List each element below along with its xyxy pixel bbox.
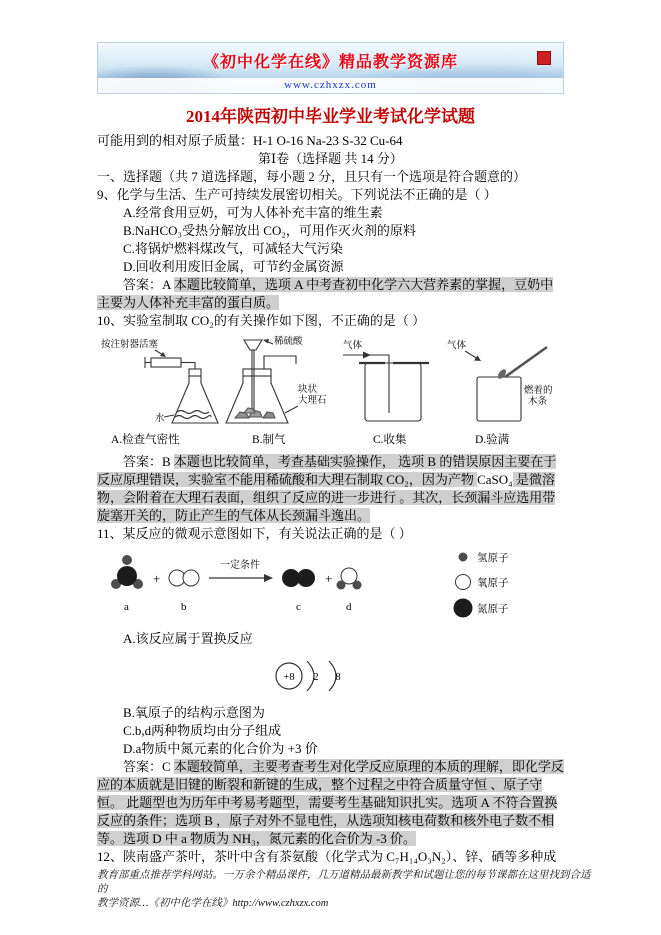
legend-hydrogen: 氢原子 bbox=[477, 553, 509, 564]
wood-splint bbox=[505, 347, 547, 377]
molecule-d bbox=[337, 568, 362, 590]
shell1-count: 2 bbox=[313, 672, 319, 683]
q10-apparatus-figure bbox=[97, 333, 564, 447]
gas-jar bbox=[477, 377, 521, 421]
marble-label: 块状 bbox=[298, 385, 318, 395]
q9-option-a: A.经常食用豆奶，可为人体补充丰富的维生素 bbox=[123, 205, 383, 220]
stopper bbox=[243, 369, 271, 376]
mol-label-b: b bbox=[181, 601, 187, 613]
nucleus-charge: +8 bbox=[283, 672, 295, 683]
water-label: 水 bbox=[155, 414, 165, 424]
atom-legend bbox=[454, 551, 509, 618]
mol-label-d: d bbox=[346, 601, 352, 613]
syringe-barrel bbox=[151, 358, 181, 367]
molecule-a bbox=[111, 555, 143, 589]
acid-label: 稀硫酸 bbox=[274, 337, 303, 347]
gas-jar bbox=[365, 363, 421, 421]
q10-caption-b: B.制气 bbox=[252, 434, 286, 446]
footer-line2: 教学资源…《初中化学在线》http://www.czhxzx.com bbox=[97, 898, 329, 909]
plus-sign: + bbox=[325, 571, 333, 586]
exam-title: 2014年陕西初中毕业学业考试化学试题 bbox=[186, 107, 475, 126]
molecule-b bbox=[169, 570, 199, 586]
arrow-icon bbox=[363, 352, 371, 359]
splint-label: 燃着的 bbox=[524, 386, 553, 396]
atomic-mass-line: 可能用到的相对原子质量：H-1 O-16 Na-23 S-32 Cu-64 bbox=[97, 133, 403, 148]
flame-icon bbox=[496, 368, 508, 380]
apparatus-leak-check bbox=[101, 338, 218, 424]
q9-stem: 9、化学与生活、生产可持续发展密切相关。下列说法不正确的是（ ） bbox=[97, 187, 497, 202]
q10-figure bbox=[97, 333, 564, 451]
gas-label: 气体 bbox=[447, 341, 467, 351]
arrow-icon bbox=[263, 339, 269, 344]
apparatus-generate-gas bbox=[226, 335, 327, 423]
footer-line1: 教育部重点推荐学科网站。一万余个精品课件，几万道精品最新教学和试题让您的每节课都在这里找到合适的 bbox=[97, 870, 591, 895]
molecule-c bbox=[282, 569, 315, 587]
part-heading: 一、选择题（共 7 道选择题，每小题 2 分，且只有一个选项是符合题意的） bbox=[97, 169, 527, 184]
q12-stem: 12、陕南盛产茶叶，茶叶中含有茶氨酸（化学式为 C₇H₁₄O₃N₂）、锌、硒等多种成 bbox=[97, 849, 557, 864]
q10-stem: 10、实验室制取 CO₂的有关操作如下图，不正确的是（ ） bbox=[97, 313, 426, 328]
apparatus-test-full bbox=[447, 339, 553, 421]
legend-nitrogen: 氮原子 bbox=[477, 604, 509, 615]
section-heading: 第Ⅰ卷（选择题 共 14 分） bbox=[258, 151, 403, 166]
reaction-arrow bbox=[209, 558, 273, 582]
q9-option-c: C.将锅炉燃料煤改气，可减轻大气污染 bbox=[123, 241, 343, 256]
site-banner bbox=[97, 42, 564, 94]
oxygen-atom-icon bbox=[456, 575, 471, 590]
banner-seal-graphic bbox=[537, 51, 551, 65]
q11-stem: 11、某反应的微观示意图如下，有关说法正确的是（ ） bbox=[97, 526, 412, 541]
q11-atom-structure-figure bbox=[267, 650, 564, 702]
stopper bbox=[189, 369, 201, 376]
q11-option-a: A.该反应属于置换反应 bbox=[123, 631, 253, 646]
gas-label: 气体 bbox=[343, 341, 363, 351]
q10-caption-c: C.收集 bbox=[373, 434, 407, 446]
page-footer bbox=[97, 869, 595, 911]
marble-label: 大理石 bbox=[298, 396, 327, 406]
q10-caption-a: A.检查气密性 bbox=[111, 434, 180, 446]
arrow-icon bbox=[264, 574, 273, 582]
mol-label-c: c bbox=[296, 601, 301, 613]
splint-label: 木条 bbox=[528, 397, 548, 407]
apparatus-collect bbox=[343, 339, 429, 421]
banner-url-link[interactable]: www.czhxzx.com bbox=[98, 78, 563, 93]
nitrogen-atom-icon bbox=[454, 599, 473, 618]
banner-title: 《初中化学在线》精品教学资源库 bbox=[202, 54, 458, 71]
delivery-tube bbox=[264, 356, 296, 369]
q9-option-b: B.NaHCO₃受热分解放出 CO₂，可用作灭火剂的原料 bbox=[123, 223, 416, 238]
q11-answer: 答案：C 本题较简单，主要考查考生对化学反应原理的本质的理解，即化学反应的本质就是旧键的断裂和新键的生成，整个过程之中符合质量守恒 、原子守恒。 此题型也为历年中考易考题型，需要考生基础知识扎实。选项 A 不符合置换反应的条件；选项 B ，原子对外不显电性，从选项知核电荷数和核外电子数不相等。选项 D 中 a 物质为 NH₃，氮元素的化合价为 -3 价。 bbox=[97, 759, 564, 846]
syringe-label: 按注射器活塞 bbox=[101, 340, 159, 350]
funnel-mouth bbox=[244, 340, 262, 350]
atom-structure-diagram bbox=[267, 650, 397, 702]
q11-option-c: C.b,d两种物质均由分子组成 bbox=[123, 723, 282, 738]
q10-caption-d: D.验满 bbox=[475, 434, 510, 446]
shell2-count: 8 bbox=[335, 672, 341, 683]
q9-answer: 答案：A 本题比较简单，选项 A 中考查初中化学六大营养素的掌握，豆奶中主要为人体补充丰富的蛋白质。 bbox=[97, 277, 554, 310]
q11-figure bbox=[97, 546, 564, 628]
q11-micro-diagram bbox=[97, 546, 564, 624]
hydrogen-atom-icon bbox=[459, 553, 468, 562]
arrow-icon bbox=[160, 352, 166, 357]
q11-option-b: B.氧原子的结构示意图为 bbox=[123, 705, 265, 720]
plus-sign: + bbox=[153, 571, 161, 586]
mol-label-a: a bbox=[124, 601, 129, 613]
arrow-condition-label: 一定条件 bbox=[220, 560, 260, 571]
arrow-icon bbox=[474, 356, 481, 362]
legend-oxygen: 氧原子 bbox=[477, 578, 509, 589]
q10-answer: 答案：B 本题也比较简单，考查基础实验操作， 选项 B 的错误原因主要在于反应原理错误，实验室不能用稀硫酸和大理石制取 CO₂，因为产物 CaSO₄ 是微溶物，会附着在大理石表面，组织了反应的进一步进行 。其次，长颈漏斗应选用带旋塞开关的，防止产生的气体从长颈漏斗逸出。 bbox=[97, 454, 557, 523]
q11-option-d: D.a物质中氮元素的化合价为 +3 价 bbox=[123, 741, 318, 756]
q9-option-d: D.回收利用废旧金属，可节约金属资源 bbox=[123, 259, 344, 274]
